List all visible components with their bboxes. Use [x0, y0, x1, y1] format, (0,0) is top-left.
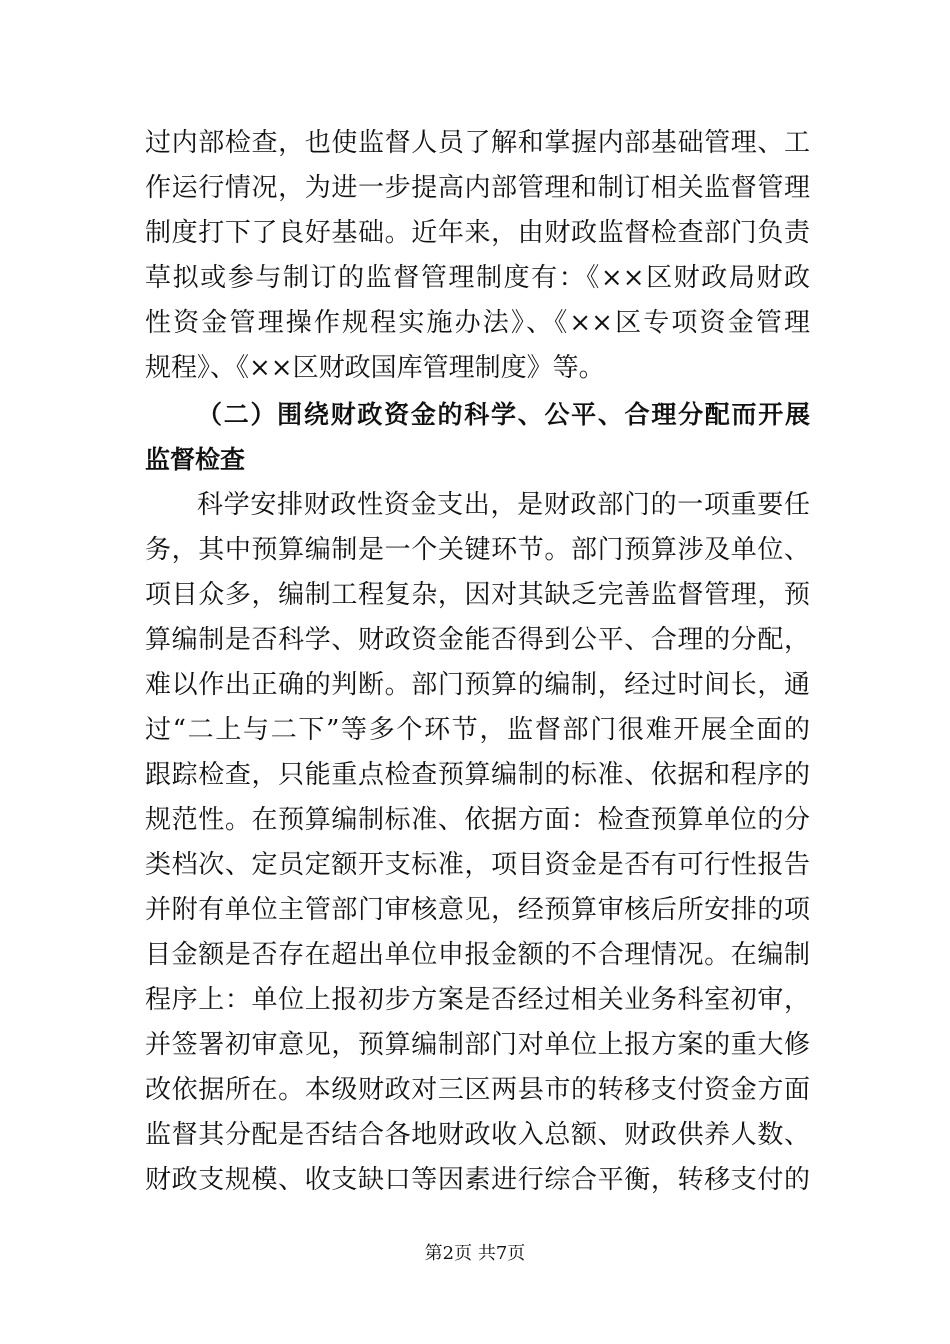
text-line: 类档次、定员定额开支标准，项目资金是否有可行性报告 [145, 850, 810, 880]
section-heading: 监督检查 [145, 445, 246, 474]
text-line: 财政支规模、收支缺口等因素进行综合平衡，转移支付的 [145, 1165, 810, 1195]
text-line: 规程》、《××区财政国库管理制度》等。 [145, 353, 605, 383]
text-line: 并附有单位主管部门审核意见，经预算审核后所安排的项 [145, 895, 810, 925]
text-line: 项目众多，编制工程复杂，因对其缺乏完善监督管理，预 [145, 580, 810, 610]
page-number-footer: 第2页 共7页 [424, 1243, 526, 1264]
text-line: 过“二上与二下”等多个环节，监督部门很难开展全面的 [145, 715, 810, 745]
text-line: 改依据所在。本级财政对三区两县市的转移支付资金方面 [145, 1075, 810, 1105]
text-line: 作运行情况，为进一步提高内部管理和制订相关监督管理 [145, 173, 810, 203]
text-line: 草拟或参与制订的监督管理制度有：《××区财政局财政 [145, 263, 810, 293]
text-line: 性资金管理操作规程实施办法》、《××区专项资金管理 [145, 308, 810, 338]
text-line: 程序上：单位上报初步方案是否经过相关业务科室初审， [145, 985, 810, 1015]
text-line: 算编制是否科学、财政资金能否得到公平、合理的分配， [145, 625, 810, 655]
text-line: 务，其中预算编制是一个关键环节。部门预算涉及单位、 [145, 535, 810, 565]
text-line: 过内部检查，也使监督人员了解和掌握内部基础管理、工 [145, 128, 810, 158]
text-line: 规范性。在预算编制标准、依据方面：检查预算单位的分 [145, 805, 810, 835]
text-line: 难以作出正确的判断。部门预算的编制，经过时间长，通 [145, 670, 810, 700]
text-line: 跟踪检查，只能重点检查预算编制的标准、依据和程序的 [145, 760, 810, 790]
text-line: 监督其分配是否结合各地财政收入总额、财政供养人数、 [145, 1120, 810, 1150]
text-line: 制度打下了良好基础。近年来，由财政监督检查部门负责 [145, 218, 810, 248]
text-line: 目金额是否存在超出单位申报金额的不合理情况。在编制 [145, 940, 810, 970]
section-heading: （二）围绕财政资金的科学、公平、合理分配而开展 [197, 400, 810, 429]
text-line: 科学安排财政性资金支出，是财政部门的一项重要任 [197, 490, 810, 520]
text-line: 并签署初审意见，预算编制部门对单位上报方案的重大修 [145, 1030, 810, 1060]
